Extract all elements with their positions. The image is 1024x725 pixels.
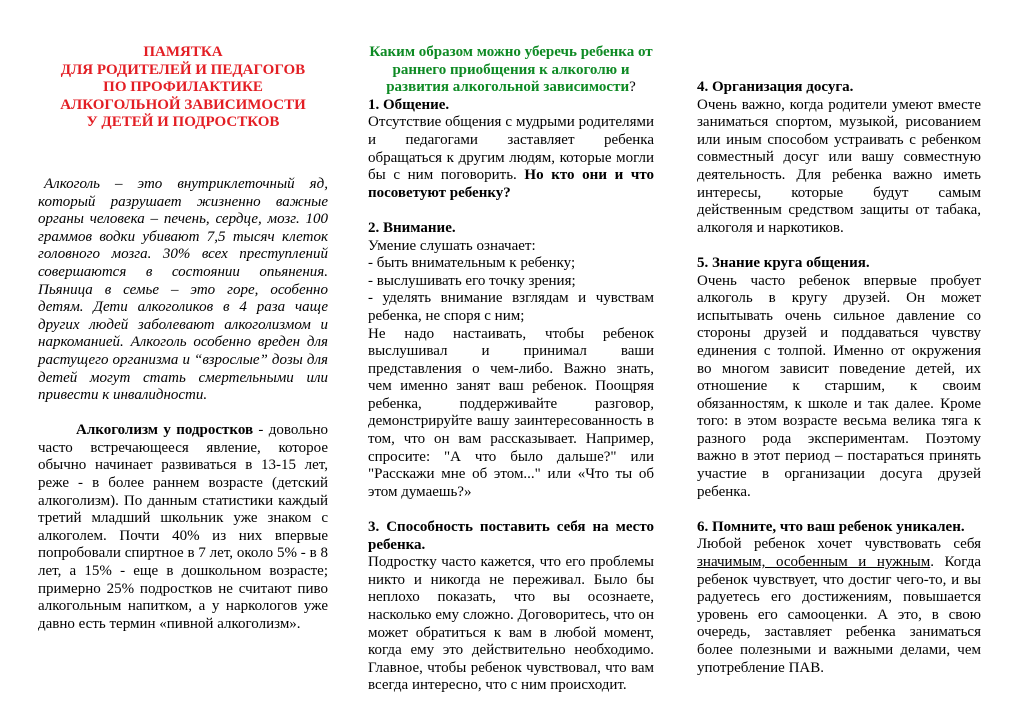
section-2-text: Не надо настаивать, чтобы ребенок выслушивал и принимал ваши представления о чем-либо. Важно знать, чем именно занят ваш ребенок. Поощряя ребенка, поддерживайте разговор, демонстрируйте вашу заинтересованность в том, что он вам рассказывает. Например, спросите: "А что было дальше?" или "Расскажи мне об этом..." или «Что ты об этом думаешь?» — [368, 325, 654, 500]
prevention-heading — [368, 44, 654, 97]
section-2-line: - быть внимательным к ребенку; — [368, 255, 576, 272]
section-6-text-b: . Когда ребенок чувствует, что достиг чего-то, и вы радуетесь его достижениям, повышается уровень его самооценки. А это, в свою очередь, заставляет ребенка заниматься более полезными и важными делами, чем употребление ПАВ. — [697, 554, 982, 676]
section-2-line: - уделять внимание взглядам и чувствам ребенка, не споря с ним; — [368, 290, 654, 324]
section-2-line: Умение слушать означает: — [368, 237, 536, 254]
section-5-text: Очень часто ребенок впервые пробует алкоголь в кругу друзей. Он может испытывать очень сильное давление со стороны друзей и поддаваться чувству единения с толпой. Именно от окружения во многом зависит поведение детей, их отношение к старшим, к своим обязанностям, к школе и так далее. Кроме того: в этом возрасте весьма велика тяга к разного рода экспериментам. Поэтому важно в этот период – постараться принять участие в организации досуга друзей ребенка. — [697, 272, 981, 500]
section-2-line: - выслушивать его точку зрения; — [368, 272, 576, 289]
prevention-heading-question-mark: ? — [629, 79, 636, 96]
column-middle — [368, 0, 654, 695]
teen-alcoholism-term: Алкоголизм у подростков — [76, 422, 254, 439]
section-3-title: 3. Способность поставить себя на место ребенка. — [368, 519, 654, 553]
prevention-heading-text: Каким образом можно уберечь ребенка от раннего приобщения к алкоголю и развития алкогольной зависимости — [369, 44, 653, 96]
section-1-title: 1. Общение. — [368, 96, 450, 113]
section-2-title: 2. Внимание. — [368, 219, 456, 236]
section-5-title: 5. Знание круга общения. — [697, 254, 870, 271]
section-4-text: Очень важно, когда родители умеют вместе заниматься спортом, музыкой, рисованием или иным способом устраивать с ребенком совместный досуг или вашу совместную деятельность. Для ребенка важно иметь интересы, которые будут самым действенным средством защиты от табака, алкоголя и наркотиков. — [697, 96, 981, 236]
teen-alcoholism-paragraph — [38, 422, 328, 633]
column-right — [697, 0, 981, 677]
column-left — [38, 0, 328, 633]
alcohol-intro-paragraph: Алкоголь – это внутриклеточный яд, который разрушает жизненно важные органы человека – печень, сердце, мозг. 100 граммов водки убивают 7,5 тысяч клеток головного мозга. 30% всех преступлений совершаются в состоянии опьянения. Пьяница в семье – это горе, особенно детям. Дети алкоголиков в 4 раза чаще других людей заболевают алкоголизмом и наркоманией. Алкоголь особенно вреден для растущего организма и “взрослые” дозы для детей могут стать смертельными или привести к инвалидности. — [38, 175, 328, 404]
section-3-text: Подростку часто кажется, что его проблемы никто и никогда не переживал. Было бы неплохо показать, что вы осознаете, насколько ему сложно. Договоритесь, что он может обратиться к вам в любой момент, когда ему это действительно необходимо. Главное, чтобы ребенок чувствовал, что вам всегда интересно, что с ним происходит. — [368, 554, 654, 694]
section-4-title: 4. Организация досуга. — [697, 79, 854, 95]
section-1-body: Отсутствие общения с мудрыми родителями и педагогами заставляет ребенка обращаться к другим людям, которые могли бы с ним поговорить. — [368, 114, 654, 184]
section-6-underlined: значимым, особенным и нужным — [697, 554, 931, 571]
teen-alcoholism-text: - довольно часто встречающееся явление, которое обычно начинает развиваться в 13-15 лет, реже - в более раннем возрасте (детский алкоголизм). По данным статистики каждый третий младший школьник уже знаком с алкоголем. Почти 40% из них впервые попробовали спиртное в 7 лет, около 5% - в 8 лет, а 15% - еще в дошкольном возрасте; примерно 25% подростков не считают пиво алкогольным напитком, а у наркологов уже давно есть термин «пивной алкоголизм». — [38, 422, 328, 632]
section-6-text — [697, 536, 981, 677]
section-1-question: Но кто они и что посоветуют ребенку? — [368, 167, 654, 201]
memo-title: ПАМЯТКА ДЛЯ РОДИТЕЛЕЙ И ПЕДАГОГОВ ПО ПРОФИЛАКТИКЕ АЛКОГОЛЬНОЙ ЗАВИСИМОСТИ У ДЕТЕЙ И ПОДРОСТКОВ — [60, 44, 306, 131]
section-6-title: 6. Помните, что ваш ребенок уникален. — [697, 518, 965, 535]
section-1-text — [368, 114, 654, 202]
section-6-text-a: Любой ребенок хочет чувствовать себя — [697, 536, 981, 553]
